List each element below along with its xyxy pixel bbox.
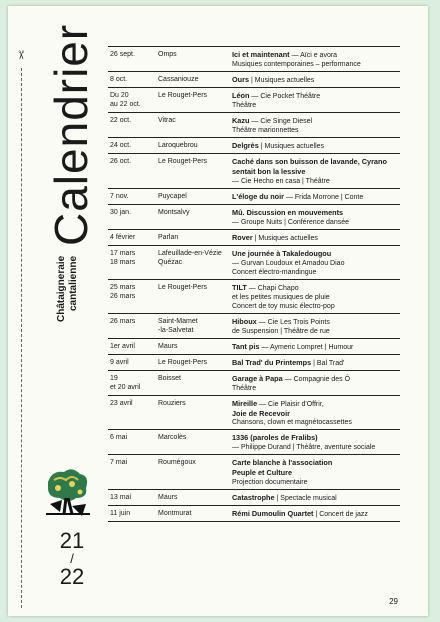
event-date (108, 116, 158, 135)
event-title-line: Rover | Musiques actuelles (232, 233, 318, 242)
event-description (232, 116, 400, 135)
event-title: L'éloge du noir (232, 192, 285, 201)
event-place (158, 157, 232, 186)
event-title-line: Léon — Cie Pocket Théâtre (232, 91, 321, 100)
scissors-icon: ✂ (14, 49, 29, 61)
event-place-line: Omps (158, 51, 177, 58)
event-place-line: Maurs (158, 494, 178, 501)
event-subline: — Gurvan Loudoux et Amadou Diao (232, 260, 345, 267)
event-date-line: au 22 oct. (110, 101, 141, 108)
event-date-line: 22 oct. (110, 117, 132, 124)
event-date (108, 141, 158, 151)
event-title-line (232, 433, 400, 443)
event-place-line: Le Rouget-Pers (158, 359, 208, 366)
event-artist: Compagnie des Ô (293, 376, 351, 383)
event-title-line: Bal Trad' du Printemps | Bal Trad' (232, 358, 345, 367)
region-line-1: Châtaigneraie (56, 256, 67, 323)
event-date (108, 233, 158, 243)
event-subline: et les petites musiques de pluie (232, 294, 330, 301)
event-artist: Peuple et Culture (232, 468, 293, 477)
event-title: Caché dans son buisson de lavande, Cyrano sentait bon la lessive (232, 157, 387, 176)
event-genre: Conte (344, 194, 364, 201)
event-artist: Cie Plaisir d'Offrir, (268, 401, 324, 408)
page-number: 29 (389, 597, 398, 606)
event-subline: — Cie Hecho en casa | Théâtre (232, 178, 330, 185)
event-row (108, 88, 400, 113)
event-title: Une journée à Takaledougou (232, 249, 332, 258)
event-date (108, 208, 158, 227)
event-description (232, 283, 400, 311)
event-title-line: TILT — Chapi Chapo (232, 283, 299, 292)
event-date (108, 342, 158, 352)
event-place (158, 509, 232, 519)
event-place-line: Roumégoux (158, 459, 196, 466)
event-title-line: Ours | Musiques actuelles (232, 75, 315, 84)
season-slash: / (70, 551, 74, 566)
event-place-line: Montsalvy (158, 209, 190, 216)
event-title-line (232, 157, 400, 177)
event-genre: Concert de jazz (319, 511, 368, 518)
event-date-line: 6 mai (110, 434, 128, 441)
event-title: Rover (232, 233, 253, 242)
event-row (108, 314, 400, 339)
event-place-line: Maurs (158, 343, 178, 350)
event-title: Carte blanche à l'association (232, 458, 333, 467)
event-title: Bal Trad' du Printemps (232, 358, 312, 367)
event-place (158, 116, 232, 135)
event-place (158, 208, 232, 227)
event-title: TILT (232, 283, 247, 292)
event-title: Mû. Discussion en mouvements (232, 208, 344, 217)
cut-line (21, 68, 22, 608)
event-place (158, 50, 232, 69)
event-place (158, 233, 232, 243)
page-title: Calendrier (45, 23, 97, 246)
event-subline: Joie de Recevoir (232, 409, 290, 418)
season-label (48, 530, 96, 588)
event-date-line: 13 mai (110, 494, 132, 501)
event-place (158, 283, 232, 311)
event-description (232, 342, 400, 352)
event-place (158, 342, 232, 352)
event-place (158, 399, 232, 427)
event-title: Tant pis (232, 342, 260, 351)
event-title-line: L'éloge du noir — Frida Morrone | Conte (232, 192, 364, 201)
event-title-line (232, 249, 400, 259)
event-date-line: 26 mars (110, 318, 136, 325)
event-date-line: 7 nov. (110, 193, 129, 200)
event-date (108, 249, 158, 277)
event-title-line: Mireille — Cie Plaisir d'Offrir, (232, 399, 324, 408)
event-description (232, 399, 400, 427)
event-genre: Spectacle musical (280, 495, 337, 502)
event-date (108, 317, 158, 336)
event-title-line: Garage à Papa — Compagnie des Ô (232, 374, 351, 383)
event-place-line: Le Rouget-Pers (158, 92, 208, 99)
event-date (108, 399, 158, 427)
event-date (108, 283, 158, 311)
event-description (232, 458, 400, 487)
event-row (108, 113, 400, 138)
event-row (108, 154, 400, 189)
event-date (108, 433, 158, 452)
event-title: Kazu (232, 116, 250, 125)
event-date (108, 374, 158, 393)
event-table (108, 46, 400, 522)
event-title-line: Tant pis — Aymeric Lompret | Humour (232, 342, 354, 351)
event-description (232, 249, 400, 277)
event-title: Ici et maintenant (232, 50, 290, 59)
event-place-line: Puycapel (158, 193, 187, 200)
event-description (232, 509, 400, 519)
event-description (232, 493, 400, 503)
event-genre: Humour (328, 344, 354, 351)
event-description (232, 233, 400, 243)
event-title: Rémi Dumoulin Quartet (232, 509, 314, 518)
event-date-line: 18 mars (110, 259, 136, 266)
event-date (108, 509, 158, 519)
event-title-line: Rémi Dumoulin Quartet | Concert de jazz (232, 509, 368, 518)
event-date (108, 358, 158, 368)
event-subline: de Suspension | Théâtre de rue (232, 328, 330, 335)
event-date-line: 7 mai (110, 459, 128, 466)
event-date-line: 4 février (110, 234, 136, 241)
event-title: Léon (232, 91, 250, 100)
event-place-line: Vitrac (158, 117, 176, 124)
event-title-line: Kazu — Cie Singe Diesel (232, 116, 313, 125)
season-bottom: 22 (59, 564, 85, 589)
event-subline: — Philippe Durand | Théâtre, aventure sociale (232, 444, 376, 451)
event-title: Mireille (232, 399, 258, 408)
event-place (158, 91, 232, 110)
event-title-line (232, 208, 400, 218)
event-date-line: 11 juin (110, 510, 131, 517)
event-row (108, 490, 400, 506)
event-description (232, 50, 400, 69)
event-row (108, 246, 400, 280)
event-description (232, 75, 400, 85)
event-genre: Musiques actuelles (254, 77, 315, 84)
event-date-line: 26 mars (110, 293, 136, 300)
event-place (158, 433, 232, 452)
event-artist: Cie Singe Diesel (260, 118, 313, 125)
event-row (108, 396, 400, 430)
event-place (158, 141, 232, 151)
event-row (108, 455, 400, 490)
event-date-line: 23 avril (110, 400, 133, 407)
event-subline: Théâtre marionnettes (232, 127, 299, 134)
event-place-line: Le Rouget-Pers (158, 158, 208, 165)
event-title-line: Catastrophe | Spectacle musical (232, 493, 337, 502)
event-artist: Frida Morrone (294, 194, 339, 201)
event-place-line: Cassaniouze (158, 76, 199, 83)
event-row (108, 189, 400, 205)
event-subline-2: Concert électro-mandingue (232, 269, 317, 276)
event-title-line: Delgrès | Musiques actuelles (232, 141, 325, 150)
event-title: Garage à Papa (232, 374, 283, 383)
event-place (158, 374, 232, 393)
event-subline-2: Chansons, clown et magnétocassettes (232, 419, 352, 426)
event-title: Ours (232, 75, 250, 84)
event-place (158, 493, 232, 503)
event-place-line: Parlan (158, 234, 179, 241)
event-place-line: Rouziers (158, 400, 186, 407)
event-subline: Musiques contemporaines – performance (232, 61, 361, 68)
event-row (108, 506, 400, 522)
event-place (158, 192, 232, 202)
event-date-line: 9 avril (110, 359, 129, 366)
event-genre: Musiques actuelles (258, 235, 318, 242)
calendar-page (8, 6, 428, 616)
event-place (158, 458, 232, 487)
region-label (56, 256, 80, 376)
event-row (108, 430, 400, 455)
event-subline: Théâtre (232, 385, 257, 392)
event-genre: Musiques actuelles (264, 143, 325, 150)
event-description (232, 91, 400, 110)
event-date-line: 19 (110, 375, 118, 382)
event-place-line: Laroquebrou (158, 142, 198, 149)
region-line-2: cantalienne (68, 256, 79, 312)
event-place-line: Le Rouget-Pers (158, 284, 208, 291)
event-title-line: Hiboux — Cie Les Trois Points (232, 317, 330, 326)
event-subline: — Groupe Nuits | Conférence dansée (232, 219, 349, 226)
event-subline-2: Concert de toy music électro-pop (232, 303, 335, 310)
event-date-line: 8 oct. (110, 76, 128, 83)
event-date-line: 30 jan. (110, 209, 132, 216)
event-description (232, 208, 400, 227)
event-title-line: Ici et maintenant — Aïci e avora (232, 50, 338, 59)
event-date (108, 493, 158, 503)
event-date (108, 157, 158, 186)
event-description (232, 358, 400, 368)
chestnut-tree-illustration (42, 464, 92, 518)
event-row (108, 230, 400, 246)
event-row (108, 138, 400, 154)
event-row (108, 339, 400, 355)
event-artist: Aymeric Lompret (269, 344, 323, 351)
event-place-line: Quézac (158, 259, 183, 266)
event-description (232, 374, 400, 393)
event-row (108, 205, 400, 230)
event-place-line: Marcolès (158, 434, 187, 441)
event-row (108, 46, 400, 72)
event-row (108, 72, 400, 88)
event-artist: Chapi Chapo (257, 285, 299, 292)
event-artist: Cie Les Trois Points (267, 319, 330, 326)
event-description (232, 317, 400, 336)
event-place (158, 358, 232, 368)
event-title: Hiboux (232, 317, 257, 326)
event-date-line: 25 mars (110, 284, 136, 291)
event-date-line: 24 oct. (110, 142, 132, 149)
event-date (108, 458, 158, 487)
event-date-line: 26 sept. (110, 51, 135, 58)
event-date-line: et 20 avril (110, 384, 141, 391)
event-row (108, 280, 400, 314)
event-date-line: 26 oct. (110, 158, 132, 165)
event-title: Catastrophe (232, 493, 275, 502)
event-place (158, 75, 232, 85)
event-description (232, 433, 400, 452)
event-date-line: 1er avril (110, 343, 135, 350)
event-date (108, 75, 158, 85)
event-place-line: Lafeuillade-en-Vézie (158, 250, 222, 257)
event-subline: Théâtre (232, 102, 257, 109)
event-date-line: Du 20 (110, 92, 129, 99)
event-artist: Aïci e avora (300, 52, 338, 59)
event-place-line: Boisset (158, 375, 181, 382)
event-date (108, 91, 158, 110)
event-date (108, 50, 158, 69)
event-title-line (232, 458, 400, 478)
event-description (232, 141, 400, 151)
event-place (158, 249, 232, 277)
event-subline: Projection documentaire (232, 479, 308, 486)
event-place-line: Saint-Mamet (158, 318, 198, 325)
event-date-line: 17 mars (110, 250, 136, 257)
event-place-line: -la-Salvetat (158, 327, 194, 334)
event-title: Delgrès (232, 141, 259, 150)
event-genre: Bal Trad' (316, 360, 345, 367)
event-place (158, 317, 232, 336)
event-description (232, 157, 400, 186)
event-description (232, 192, 400, 202)
event-artist: Cie Pocket Théâtre (260, 93, 321, 100)
event-row (108, 371, 400, 396)
season-top: 21 (59, 528, 85, 553)
event-row (108, 355, 400, 371)
event-date (108, 192, 158, 202)
event-place-line: Montmurat (158, 510, 192, 517)
event-title: 1336 (paroles de Fralibs) (232, 433, 318, 442)
